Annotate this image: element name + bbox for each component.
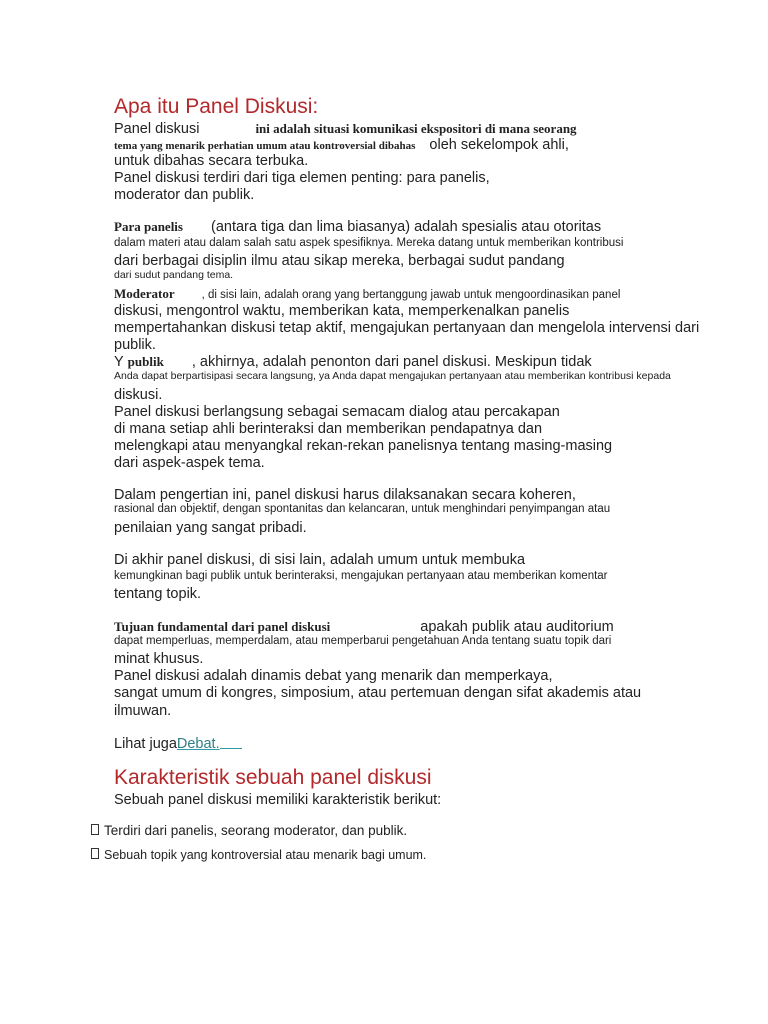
link-underline bbox=[220, 734, 242, 749]
paragraph-line: sangat umum di kongres, simposium, atau pertemuan dengan sifat akademis atau bbox=[114, 685, 642, 701]
text: oleh sekelompok ahli, bbox=[429, 137, 569, 153]
see-also bbox=[114, 734, 242, 753]
text: , di sisi lain, adalah orang yang bertanggung jawab untuk mengoordinasikan panel bbox=[201, 289, 621, 301]
paragraph-line: dari sudut pandang tema. bbox=[114, 269, 234, 281]
paragraph-line: dalam materi atau dalam salah satu aspek spesifiknya. Mereka datang untuk memberikan kontribusi bbox=[114, 237, 624, 249]
section-title-panel-diskusi: Apa itu Panel Diskusi: bbox=[114, 95, 319, 118]
see-also-label: Lihat juga bbox=[114, 736, 177, 752]
list-item bbox=[91, 847, 426, 863]
paragraph-line bbox=[114, 136, 569, 154]
link-debat[interactable]: Debat. bbox=[176, 736, 220, 752]
paragraph-line: Panel diskusi adalah dinamis debat yang menarik dan memperkaya, bbox=[114, 668, 553, 684]
paragraph-line bbox=[114, 353, 592, 371]
paragraph-line: penilaian yang sangat pribadi. bbox=[114, 520, 307, 536]
paragraph-line: dari berbagai disiplin ilmu atau sikap mereka, berbagai sudut pandang bbox=[114, 253, 565, 269]
paragraph-line: Anda dapat berpartisipasi secara langsung, ya Anda dapat mengajukan pertanyaan atau memberikan kontribusi kepada bbox=[114, 370, 671, 382]
paragraph-line: melengkapi atau menyangkal rekan-rekan panelisnya tentang masing-masing bbox=[114, 438, 613, 454]
list-item-text: Sebuah topik yang kontroversial atau menarik bagi umum. bbox=[104, 848, 427, 862]
text: , akhirnya, adalah penonton dari panel diskusi. Meskipun tidak bbox=[191, 354, 592, 370]
text: Y bbox=[114, 354, 124, 370]
paragraph-line: dapat memperluas, memperdalam, atau memperbarui pengetahuan Anda tentang suatu topik dari bbox=[114, 635, 612, 647]
paragraph-line: di mana setiap ahli berinteraksi dan memberikan pendapatnya dan bbox=[114, 421, 543, 437]
term-tujuan: Tujuan fundamental dari panel diskusi bbox=[114, 619, 331, 634]
paragraph-line bbox=[114, 218, 601, 236]
text: Panel diskusi bbox=[114, 121, 200, 137]
paragraph-line: rasional dan objektif, dengan spontanitas dan kelancaran, untuk menghindari penyimpangan atau bbox=[114, 503, 611, 515]
paragraph-line: Panel diskusi berlangsung sebagai semacam dialog atau percakapan bbox=[114, 404, 560, 420]
paragraph-line: Dalam pengertian ini, panel diskusi harus dilaksanakan secara koheren, bbox=[114, 487, 576, 503]
paragraph-line: dari aspek-aspek tema. bbox=[114, 455, 265, 471]
paragraph-line: untuk dibahas secara terbuka. bbox=[114, 153, 309, 169]
section-title-karakteristik: Karakteristik sebuah panel diskusi bbox=[114, 766, 432, 789]
paragraph-line: minat khusus. bbox=[114, 651, 204, 667]
paragraph-line: diskusi. bbox=[114, 387, 163, 403]
paragraph-line bbox=[114, 285, 620, 303]
paragraph-line: mempertahankan diskusi tetap aktif, mengajukan pertanyaan dan mengelola intervensi dari bbox=[114, 320, 700, 336]
list-item-text: Terdiri dari panelis, seorang moderator, dan publik. bbox=[104, 823, 408, 838]
paragraph-line: diskusi, mengontrol waktu, memberikan kata, memperkenalkan panelis bbox=[114, 303, 570, 319]
paragraph-line: Di akhir panel diskusi, di sisi lain, adalah umum untuk membuka bbox=[114, 552, 526, 568]
paragraph-line: Sebuah panel diskusi memiliki karakteristik berikut: bbox=[114, 792, 442, 808]
paragraph-line: ilmuwan. bbox=[114, 703, 172, 719]
bold-text: ini adalah situasi komunikasi ekspositori di mana seorang bbox=[255, 121, 577, 136]
paragraph-line: moderator dan publik. bbox=[114, 187, 255, 203]
term-para-panelis: Para panelis bbox=[114, 219, 183, 234]
paragraph-line: tentang topik. bbox=[114, 586, 202, 602]
paragraph-line: kemungkinan bagi publik untuk berinteraksi, mengajukan pertanyaan atau memberikan komentar bbox=[114, 570, 608, 582]
paragraph-line: Panel diskusi terdiri dari tiga elemen penting: para panelis, bbox=[114, 170, 490, 186]
text: apakah publik atau auditorium bbox=[420, 619, 614, 635]
term-publik: publik bbox=[127, 354, 164, 369]
paragraph-line: publik. bbox=[114, 337, 156, 353]
term-moderator: Moderator bbox=[114, 286, 175, 301]
bold-text: tema yang menarik perhatian umum atau kontroversial dibahas bbox=[114, 140, 416, 152]
bullet-box-icon bbox=[91, 848, 99, 859]
text: (antara tiga dan lima biasanya) adalah spesialis atau otoritas bbox=[210, 219, 602, 235]
bullet-box-icon bbox=[91, 824, 99, 835]
list-item bbox=[91, 823, 407, 839]
